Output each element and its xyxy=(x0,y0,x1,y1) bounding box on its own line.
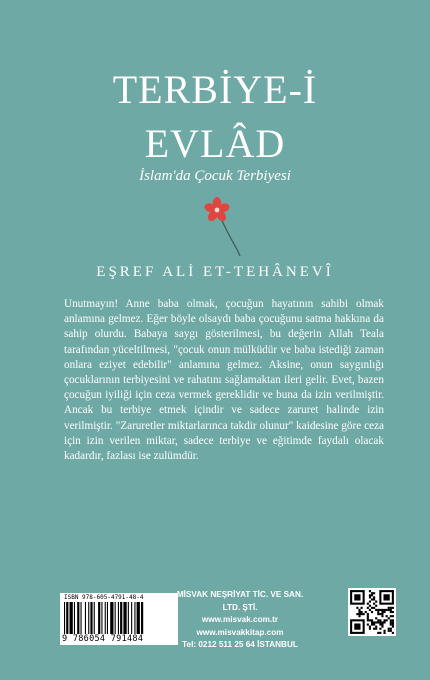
isbn-label: ISBN 978-605-4791-48-4 xyxy=(64,594,144,601)
back-cover-blurb: Unutmayın! Anne baba olmak, çocuğun hayatının sahibi olmak anlamına gelmez. Eğer böyle olsaydı baba çocuğunu satma hakkına da sahip olurdu. Babaya saygı gösterilmesi, bu değerin Allah Teala tarafından yüceltilmesi, "çocuk onun mülküdür ve baba istediği zaman onlara eziyet edebilir" anlamına gelmez. Aksine, onun saygınlığı çocuklarının terbiyesini ve rahatını sağlamaktan ileri gelir. Evet, bazen çocuğun iyiliği için ceza vermek gereklidir ve buna da izin verilmiştir. Ancak bu terbiye etmek içindir ve sadece zaruret halinde izin verilmiştir. "Zaruretler miktarlarınca takdir olunur" kaidesine göre ceza için izin verilen miktar, sadece terbiye ve eğitimde faydalı olacak kadardır, fazlası ise zulümdür. xyxy=(64,298,384,463)
qr-code xyxy=(348,588,396,636)
publisher-name: MİSVAK NEŞRİYAT TİC. VE SAN. LTD. ŞTİ. xyxy=(176,590,304,612)
isbn-barcode xyxy=(60,593,178,645)
flower-icon xyxy=(196,192,246,266)
author-name: EŞREF ALİ ET-TEHÂNEVÎ xyxy=(96,264,334,280)
isbn-digits: 9 786054 791484 xyxy=(62,634,144,644)
publisher-info xyxy=(170,589,310,652)
publisher-website-2: www.misvakkitap.com xyxy=(196,627,284,637)
barcode-bars xyxy=(64,602,174,634)
publisher-phone: Tel: 0212 511 25 64 İSTANBUL xyxy=(182,640,298,649)
book-subtitle: İslam'da Çocuk Terbiyesi xyxy=(139,168,291,184)
book-title-line-1: TERBİYE-İ xyxy=(112,67,318,112)
publisher-website-1: www.misvak.com.tr xyxy=(201,615,279,624)
book-title-line-2: EVLÂD xyxy=(144,121,286,166)
